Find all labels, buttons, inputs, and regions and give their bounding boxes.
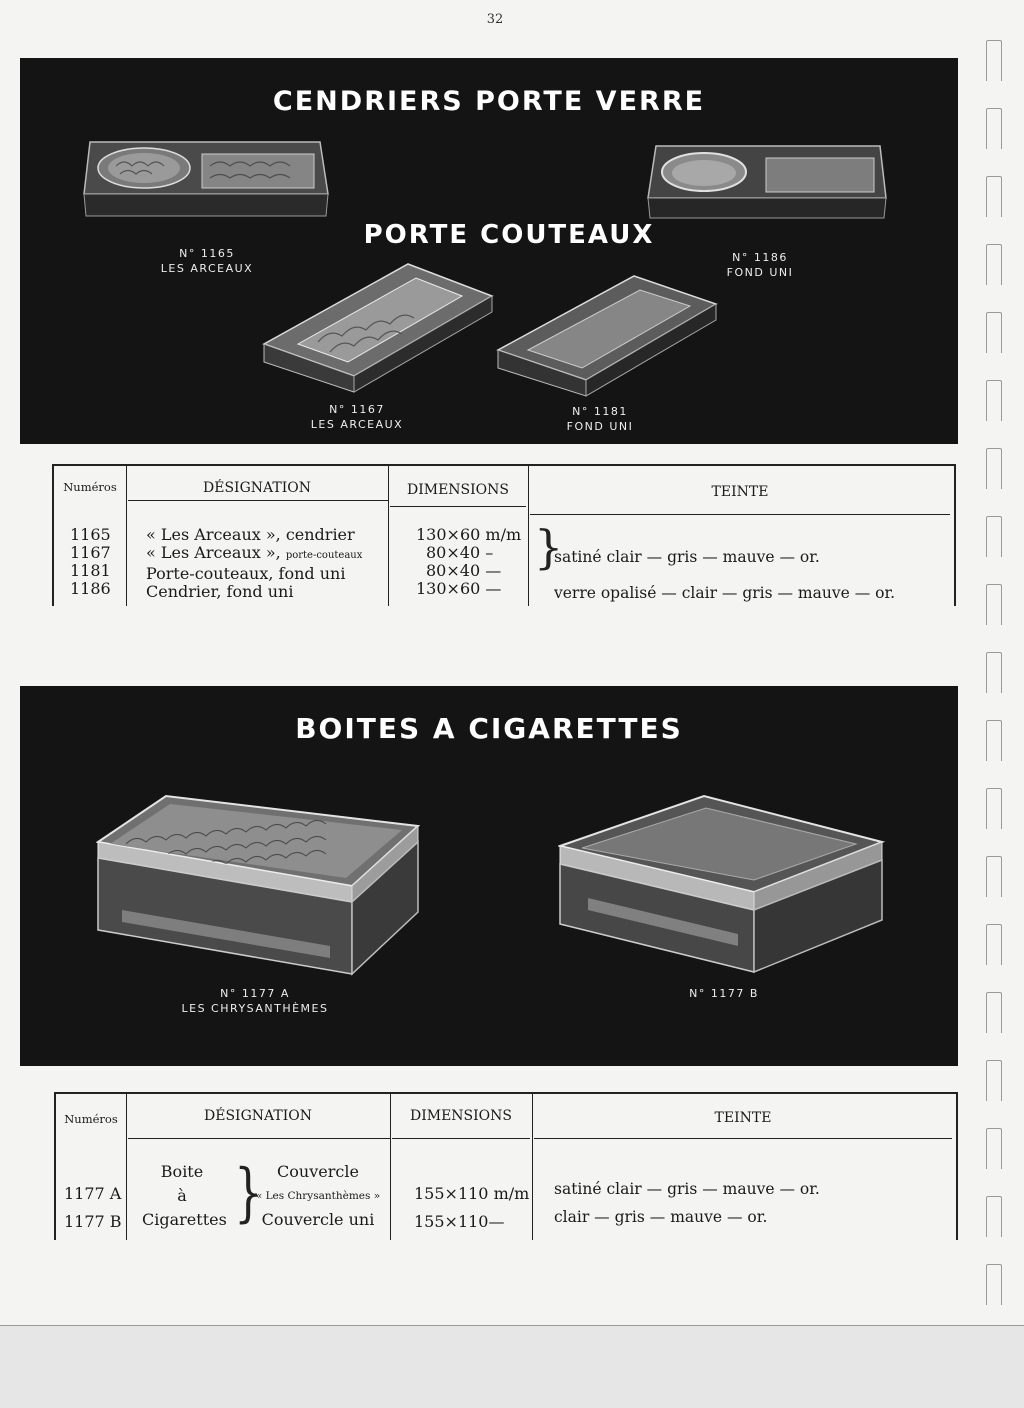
binder-tab xyxy=(986,244,1002,285)
binder-tab xyxy=(986,448,1002,489)
binder-tab xyxy=(986,924,1002,965)
table-cell: 80×40 – xyxy=(426,543,494,562)
binder-tab xyxy=(986,856,1002,897)
designation-right-column xyxy=(250,1160,386,1232)
table-cell: Couvercle xyxy=(277,1162,359,1181)
brace-icon: } xyxy=(234,1156,263,1230)
teinte-opalise: verre opalisé — clair — gris — mauve — or. xyxy=(554,584,896,602)
table-cell: 1165 xyxy=(70,525,111,544)
col-header-designation: DÉSIGNATION xyxy=(203,480,311,496)
table-cell-extra: porte-couteaux xyxy=(285,550,363,561)
product-number-1177a: N° 1177 A xyxy=(220,987,290,1000)
teinte-satine: satiné clair — gris — mauve — or. xyxy=(554,1180,820,1198)
binder-tab xyxy=(986,1060,1002,1101)
dimensions-column xyxy=(416,526,521,598)
product-name-1177a: LES CHRYSANTHÈMES xyxy=(181,1002,329,1015)
product-number-1165: N° 1165 xyxy=(179,247,235,260)
product-number-1186: N° 1186 xyxy=(732,251,788,264)
section-title-ashtrays: CENDRIERS PORTE VERRE xyxy=(272,86,706,117)
col-header-numeros: Numéros xyxy=(63,480,117,494)
product-number-1167: N° 1167 xyxy=(329,403,385,416)
catalog-panel-ashtrays xyxy=(20,58,958,444)
table-cell: 1186 xyxy=(70,579,111,598)
binder-tab xyxy=(986,40,1002,81)
table-cell: Porte-couteaux, fond uni xyxy=(146,564,346,583)
binder-tab xyxy=(986,1196,1002,1237)
table-cell: 155×110— xyxy=(414,1212,505,1231)
binder-tab xyxy=(986,788,1002,829)
catalog-panel-cigarette-boxes xyxy=(20,686,958,1066)
product-name-1167: LES ARCEAUX xyxy=(310,418,404,431)
table-cell: 1181 xyxy=(70,561,111,580)
caption-1177b xyxy=(654,986,794,1001)
table-cell: Cigarettes xyxy=(142,1210,227,1229)
col-header-numeros: Numéros xyxy=(64,1112,118,1126)
spec-table-ashtrays xyxy=(52,464,956,606)
caption-1177a xyxy=(146,986,364,1016)
scan-bottom-margin xyxy=(0,1325,1024,1408)
dimensions-column xyxy=(414,1180,529,1236)
designation-column xyxy=(146,526,362,601)
product-name-1186: FOND UNI xyxy=(726,266,794,279)
col-header-dimensions: DIMENSIONS xyxy=(407,482,509,498)
col-header-teinte: TEINTE xyxy=(714,1110,772,1126)
binder-tab xyxy=(986,584,1002,625)
binder-tab xyxy=(986,652,1002,693)
table-cell: Boite xyxy=(160,1162,204,1181)
product-image-1167 xyxy=(258,258,496,396)
product-image-1186 xyxy=(646,142,890,220)
section-subtitle-knife-rests: PORTE COUTEAUX xyxy=(363,220,655,250)
table-cell xyxy=(146,544,362,565)
binder-tab xyxy=(986,1128,1002,1169)
product-number-1181: N° 1181 xyxy=(572,405,628,418)
binder-tab xyxy=(986,720,1002,761)
table-cell: Cendrier, fond uni xyxy=(146,582,294,601)
binder-tab xyxy=(986,108,1002,149)
col-header-teinte: TEINTE xyxy=(711,484,769,500)
product-image-1177b xyxy=(558,794,886,976)
product-image-1181 xyxy=(494,270,720,400)
binder-tab xyxy=(986,516,1002,557)
numeros-column xyxy=(70,526,111,598)
table-cell: 1177 B xyxy=(64,1212,122,1231)
product-image-1177a xyxy=(96,790,422,980)
table-cell: « Les Chrysanthèmes » xyxy=(255,1190,381,1202)
table-cell: 155×110 m/m xyxy=(414,1184,530,1203)
brace-icon: } xyxy=(534,520,564,574)
col-header-designation: DÉSIGNATION xyxy=(204,1108,312,1124)
caption-1167 xyxy=(282,402,432,432)
binder-tab xyxy=(986,176,1002,217)
col-header-dimensions: DIMENSIONS xyxy=(410,1108,512,1124)
table-cell: Couvercle uni xyxy=(261,1210,375,1229)
designation-left-column xyxy=(142,1160,227,1232)
product-name-1165: LES ARCEAUX xyxy=(160,262,254,275)
table-cell: « Les Arceaux », cendrier xyxy=(146,525,355,544)
binder-tab xyxy=(986,312,1002,353)
table-cell: 130×60 m/m xyxy=(416,525,522,544)
table-cell: à xyxy=(177,1186,187,1205)
teinte-clair: clair — gris — mauve — or. xyxy=(554,1208,768,1226)
table-cell: 1177 A xyxy=(64,1184,122,1203)
product-name-1181: FOND UNI xyxy=(566,420,634,433)
teinte-satine: satiné clair — gris — mauve — or. xyxy=(554,548,820,566)
numeros-column xyxy=(64,1180,122,1236)
section-title-cigarette-boxes: BOITES A CIGARETTES xyxy=(295,712,683,745)
table-cell: 1167 xyxy=(70,543,111,562)
table-cell: 80×40 — xyxy=(426,561,502,580)
spec-table-cigarette-boxes xyxy=(54,1092,958,1240)
table-cell-main: « Les Arceaux », xyxy=(146,543,286,562)
page-number: 32 xyxy=(486,12,504,27)
binder-tab xyxy=(986,992,1002,1033)
caption-1181 xyxy=(540,404,660,434)
table-cell: 130×60 — xyxy=(416,579,502,598)
binder-tab xyxy=(986,1264,1002,1305)
product-number-1177b: N° 1177 B xyxy=(689,987,759,1000)
binder-tab xyxy=(986,380,1002,421)
product-image-1165 xyxy=(82,136,332,218)
